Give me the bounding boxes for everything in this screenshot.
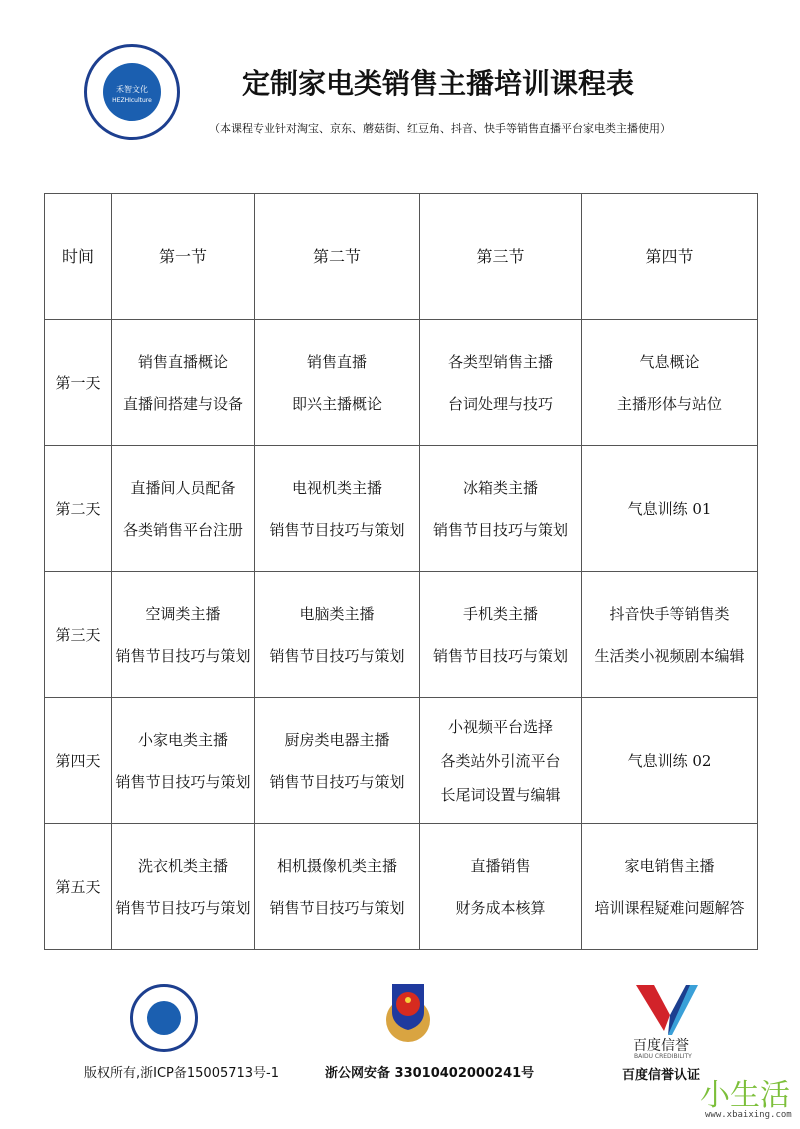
table-row	[45, 446, 758, 572]
course-line: 直播间搭建与设备	[122, 394, 243, 413]
course-cell	[582, 698, 758, 824]
course-line: 各类型销售主播	[447, 352, 553, 371]
course-line: 各类销售平台注册	[122, 520, 243, 539]
column-header: 时间	[45, 194, 112, 320]
course-cell	[420, 320, 582, 446]
course-line: 销售直播概论	[137, 352, 228, 371]
page-subtitle: （本课程专业针对淘宝、京东、蘑菇街、红豆角、抖音、快手等销售直播平台家电类主播使用）	[209, 122, 671, 135]
course-cell	[255, 824, 420, 950]
course-line: 生活类小视频剧本编辑	[594, 646, 745, 665]
page-title: 定制家电类销售主播培训课程表	[241, 67, 634, 100]
course-line: 即兴主播概论	[291, 394, 382, 413]
course-line: 冰箱类主播	[462, 478, 538, 497]
course-line: 销售节目技巧与策划	[115, 646, 251, 665]
course-cell	[582, 572, 758, 698]
course-line: 气息训练 02	[627, 751, 712, 770]
column-header: 第二节	[255, 194, 420, 320]
logo-sub: HEZHIculture	[112, 97, 152, 104]
course-cell	[255, 446, 420, 572]
course-line: 主播形体与站位	[616, 394, 722, 413]
day-cell: 第三天	[45, 572, 112, 698]
baidu-logo-text: 百度信誉	[633, 1038, 689, 1054]
table-row	[45, 320, 758, 446]
course-line: 小家电类主播	[137, 730, 228, 749]
baidu-v-icon	[636, 985, 700, 1035]
course-cell	[112, 824, 255, 950]
course-line: 家电销售主播	[624, 856, 715, 875]
course-cell	[112, 320, 255, 446]
course-line: 销售直播	[306, 352, 367, 371]
course-line: 手机类主播	[462, 604, 538, 623]
course-line: 直播销售	[470, 856, 531, 875]
day-cell: 第四天	[45, 698, 112, 824]
course-cell	[255, 320, 420, 446]
course-line: 销售节目技巧与策划	[432, 646, 568, 665]
baidu-logo-sub: BAIDU CREDIBILITY	[634, 1053, 692, 1060]
course-line: 销售节目技巧与策划	[115, 772, 251, 791]
course-cell	[582, 824, 758, 950]
course-line: 直播间人员配备	[130, 478, 236, 497]
schedule-table	[44, 193, 758, 950]
course-line: 洗衣机类主播	[137, 856, 228, 875]
course-line: 厨房类电器主播	[284, 730, 390, 749]
company-logo-small	[130, 984, 198, 1052]
column-header: 第三节	[420, 194, 582, 320]
course-line: 各类站外引流平台	[440, 751, 561, 770]
course-line: 长尾词设置与编辑	[440, 785, 561, 804]
course-line: 小视频平台选择	[447, 717, 553, 736]
course-line: 气息训练 01	[627, 499, 712, 518]
course-line: 气息概论	[639, 352, 700, 371]
course-cell	[582, 446, 758, 572]
course-cell	[420, 572, 582, 698]
watermark-logo: 小生活	[700, 1078, 790, 1113]
course-cell	[420, 446, 582, 572]
course-cell	[255, 698, 420, 824]
course-cell	[420, 824, 582, 950]
course-line: 销售节目技巧与策划	[432, 520, 568, 539]
course-line: 电视机类主播	[291, 478, 382, 497]
company-logo	[84, 44, 180, 140]
course-line: 销售节目技巧与策划	[115, 898, 251, 917]
course-line: 电脑类主播	[299, 604, 375, 623]
course-cell	[112, 446, 255, 572]
table-row	[45, 824, 758, 950]
day-cell: 第五天	[45, 824, 112, 950]
course-line: 销售节目技巧与策划	[269, 772, 405, 791]
day-cell: 第一天	[45, 320, 112, 446]
police-record-text: 浙公网安备 33010402000241号	[325, 1066, 535, 1081]
course-line: 培训课程疑难问题解答	[594, 898, 745, 917]
column-header: 第四节	[582, 194, 758, 320]
baidu-credit-text: 百度信誉认证	[622, 1068, 701, 1083]
course-line: 相机摄像机类主播	[276, 856, 397, 875]
course-cell	[255, 572, 420, 698]
logo-text: 禾智文化	[116, 85, 148, 94]
course-line: 空调类主播	[145, 604, 221, 623]
icp-text: 版权所有,浙ICP备15005713号-1	[84, 1066, 280, 1081]
course-cell	[112, 572, 255, 698]
course-line: 抖音快手等销售类	[609, 604, 730, 623]
header-row	[45, 194, 758, 320]
course-line: 销售节目技巧与策划	[269, 520, 405, 539]
course-cell	[582, 320, 758, 446]
table-row	[45, 698, 758, 824]
course-line: 台词处理与技巧	[447, 394, 553, 413]
course-cell	[112, 698, 255, 824]
course-line: 销售节目技巧与策划	[269, 646, 405, 665]
police-emblem	[384, 980, 432, 1044]
table-row	[45, 572, 758, 698]
course-cell	[420, 698, 582, 824]
day-cell: 第二天	[45, 446, 112, 572]
column-header: 第一节	[112, 194, 255, 320]
course-line: 销售节目技巧与策划	[269, 898, 405, 917]
course-line: 财务成本核算	[455, 898, 546, 917]
watermark-url: www.xbaixing.com	[705, 1110, 792, 1120]
